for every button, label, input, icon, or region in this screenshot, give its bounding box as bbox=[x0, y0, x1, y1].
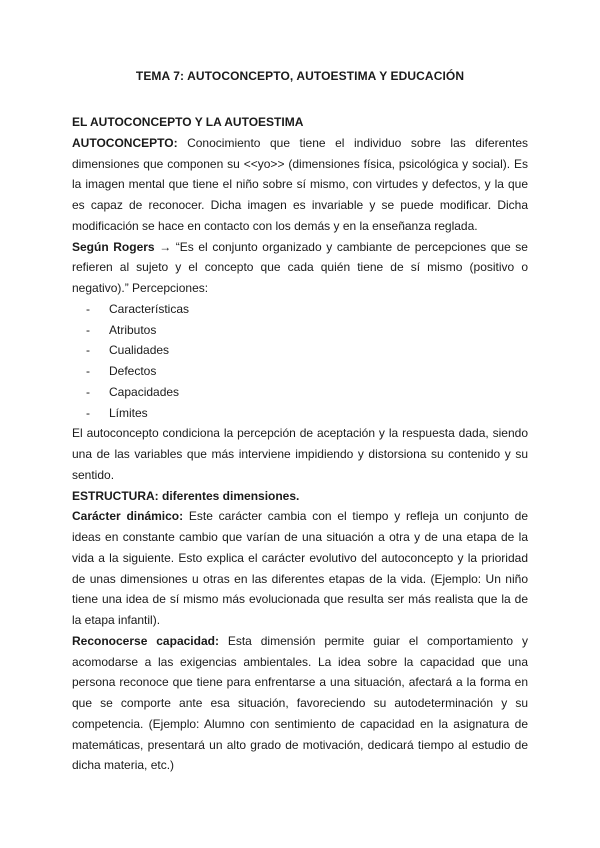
section-heading: EL AUTOCONCEPTO Y LA AUTOESTIMA bbox=[72, 115, 304, 129]
list-item-text: Características bbox=[109, 301, 190, 316]
list-item-text: Capacidades bbox=[109, 384, 180, 399]
capacidad-text: Esta dimensión permite guiar el comportamiento y acomodarse a las exigencias ambientales. La idea sobre la capacidad que una persona reconoce que tiene para enfrentarse a una situación, afectará a la forma en que se comporte ante esa situación, favoreciendo su autodeterminación y su competencia. (Ejemplo: Alumno con sentimiento de capacidad en la asignatura de matemáticas, presentará un alto grado de motivación, dedicará tiempo al estudio de dicha materia, etc.) bbox=[72, 633, 528, 773]
perceptions-list bbox=[72, 299, 528, 424]
list-item bbox=[72, 320, 528, 341]
autoconcepto-paragraph bbox=[72, 133, 528, 237]
capacidad-term: Reconocerse capacidad: bbox=[72, 633, 219, 648]
list-dash: - bbox=[86, 405, 90, 420]
list-dash: - bbox=[86, 301, 90, 316]
document-body bbox=[72, 112, 528, 776]
list-item-text: Cualidades bbox=[109, 343, 170, 358]
autoconcepto-term: AUTOCONCEPTO: bbox=[72, 135, 178, 150]
list-dash: - bbox=[86, 322, 90, 337]
list-item bbox=[72, 382, 528, 403]
list-item-text: Defectos bbox=[109, 364, 157, 378]
list-item-text: Límites bbox=[109, 405, 148, 420]
list-item bbox=[72, 299, 528, 320]
conditions-paragraph: El autoconcepto condiciona la percepción de aceptación y la respuesta dada, siendo una de las variables que más interviene impidiendo y distorsiona su contenido y su sentido. bbox=[72, 426, 528, 482]
arrow-icon: → bbox=[159, 239, 172, 254]
rogers-text: “Es el conjunto organizado y cambiante de percepciones que se refieren al sujeto y el concepto que cada quién tiene de sí mismo (positivo o negativo).” Percepciones: bbox=[72, 239, 528, 295]
list-dash: - bbox=[86, 364, 90, 378]
list-item bbox=[72, 403, 528, 424]
estructura-heading: ESTRUCTURA: diferentes dimensiones. bbox=[72, 488, 300, 503]
caracter-term: Carácter dinámico: bbox=[72, 509, 184, 524]
list-item-text: Atributos bbox=[109, 322, 157, 337]
list-dash: - bbox=[86, 343, 90, 358]
caracter-text: Este carácter cambia con el tiempo y refleja un conjunto de ideas en constante cambio que varían de una situación a otra y de una etapa de la vida a la siguiente. Esto explica el carácter evolutivo del autoconcepto y la prioridad de unas dimensiones u otras en las diferentes etapas de la vida. (Ejemplo: Un niño tiene una idea de sí mismo más evolucionada que resulta ser más realista que la de la etapa infantil). bbox=[72, 509, 528, 627]
list-item bbox=[72, 361, 528, 382]
list-item bbox=[72, 340, 528, 361]
autoconcepto-text: Conocimiento que tiene el individuo sobre las diferentes dimensiones que componen su <<yo>> (dimensiones física, psicológica y social). Es la imagen mental que tiene el niño sobre sí mismo, con virtudes y defectos, y la que es capaz de reconocer. Dicha imagen es invariable y se puede modificar. Dicha modificación se hace en contacto con los demás y en la enseñanza reglada. bbox=[72, 135, 528, 233]
rogers-term: Según Rogers bbox=[72, 239, 155, 254]
caracter-paragraph bbox=[72, 506, 528, 631]
document-title: TEMA 7: AUTOCONCEPTO, AUTOESTIMA Y EDUCACIÓN bbox=[135, 69, 465, 83]
capacidad-paragraph bbox=[72, 631, 528, 776]
rogers-paragraph bbox=[72, 237, 528, 299]
list-dash: - bbox=[86, 384, 90, 399]
